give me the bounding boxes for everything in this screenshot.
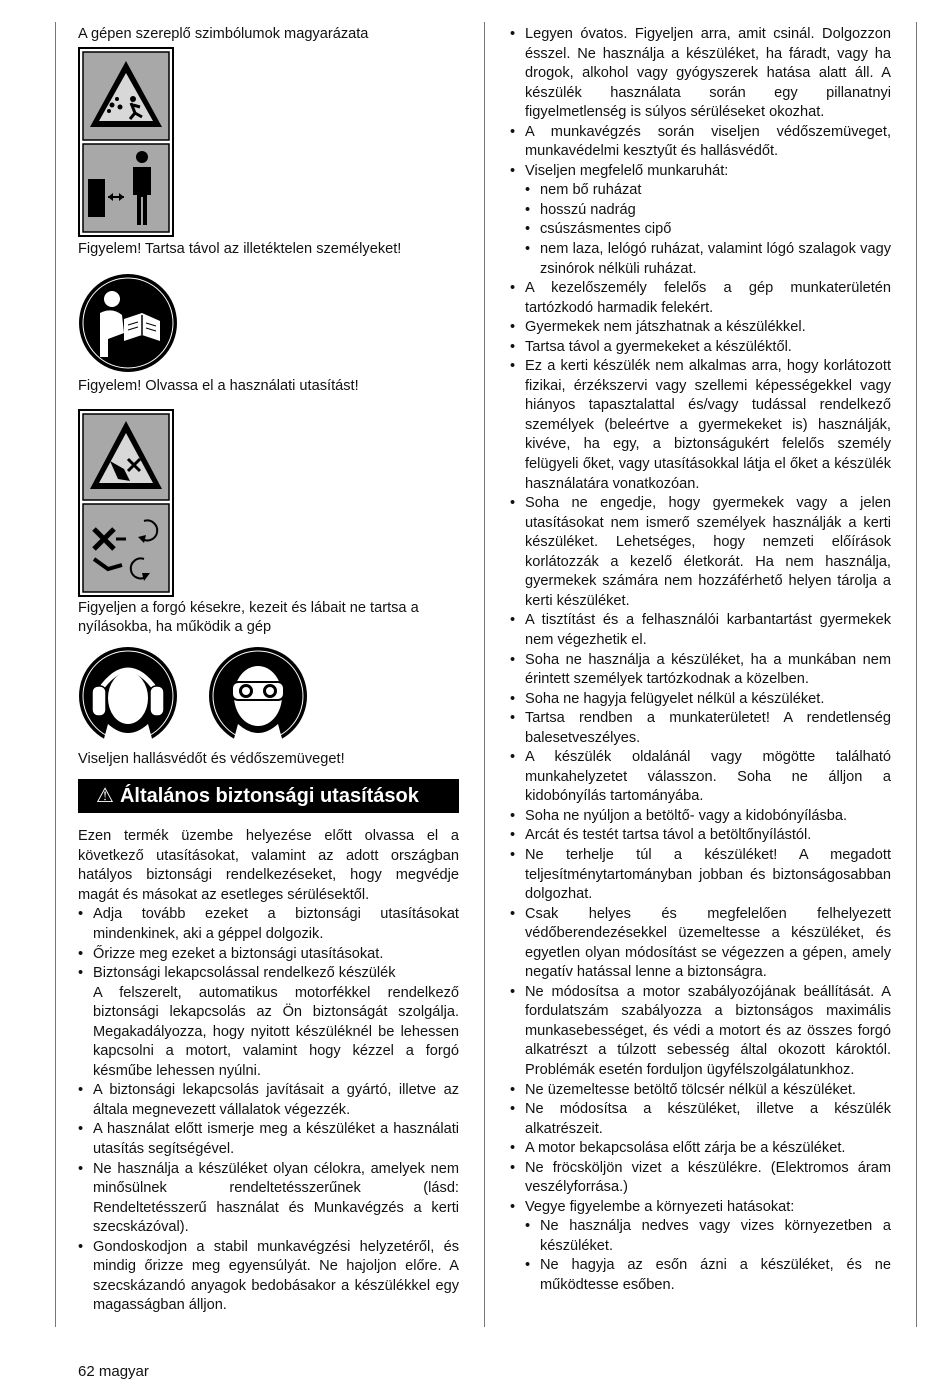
list-item	[510, 826, 891, 846]
list-item-text: A motor bekapcsolása előtt zárja be a készüléket.	[525, 1140, 846, 1157]
list-item-text: Ne használja a készüléket olyan célokra, amelyek nem minősülnek rendeltetésszerűnek (lásd: Rendeltetésszerű használat és Munkavégzés a kerti szecskázóval).	[93, 1160, 459, 1236]
list-item	[510, 357, 891, 494]
list-item	[510, 279, 891, 318]
list-item	[78, 964, 459, 1081]
list-item-text: Őrizze meg ezeket a biztonsági utasításokat.	[93, 945, 384, 962]
list-item-text: Ne fröcsköljön vizet a készülékre. (Elektromos áram veszélyforrása.)	[525, 1159, 891, 1196]
list-item	[510, 983, 891, 1081]
list-item	[510, 748, 891, 807]
list-item-text: A munkavégzés során viseljen védőszemüveget, munkavédelmi kesztyűt és hallásvédőt.	[525, 123, 891, 160]
intro-paragraph: Ezen termék üzembe helyezése előtt olvassa el a következő utasításokat, valamint az adott országban hatályos biztonsági rendelkezéseket, hogy megvédje magát és másokat az esetleges sérülésektől.	[78, 828, 459, 903]
list-item-text: Gondoskodjon a stabil munkavégzési helyzetéről, és mindig őrizze meg egyensúlyát. Ne hajoljon előre. A szecskázandó anyagok bedobásakor a készülékkel egy magasságban álljon.	[93, 1238, 459, 1314]
sub-list-item: • nem laza, lelógó ruházat, valamint lógó szalagok vagy zsinórok nélküli ruházat.	[510, 240, 891, 279]
list-item	[510, 690, 891, 710]
list-item	[510, 338, 891, 358]
footer-language: magyar	[98, 1363, 149, 1380]
symbol-caption-read-manual: Figyelem! Olvassa el a használati utasítást!	[78, 378, 359, 395]
list-item	[510, 807, 891, 827]
right-column	[510, 25, 891, 1296]
rotating-blades-sign	[78, 409, 174, 597]
list-item-text: Ne üzemeltesse betöltő tölcsér nélkül a készüléket.	[525, 1081, 856, 1098]
list-item	[510, 494, 891, 611]
list-item	[510, 25, 891, 123]
list-item	[78, 905, 459, 944]
list-item-text: Biztonsági lekapcsolással rendelkező készülék	[93, 965, 396, 982]
eye-protection-sign	[208, 646, 308, 746]
warning-triangle-icon: ⚠	[96, 785, 114, 808]
sub-list-item: • Ne hagyja az esőn ázni a készüléket, és ne működtesse esőben.	[510, 1256, 891, 1295]
page-footer	[78, 1363, 149, 1380]
list-item-text: Arcát és testét tartsa távol a betöltőnyílástól.	[525, 827, 812, 844]
page-number: 62	[78, 1363, 95, 1380]
list-item	[78, 1120, 459, 1159]
symbol-caption-ppe: Viseljen hallásvédőt és védőszemüveget!	[78, 750, 345, 767]
list-item-continuation: A felszerelt, automatikus motorfékkel rendelkező biztonsági lekapcsolás az Ön biztonságát szolgálja. Megakadályozza, hogy nyitott készüléknél be lehessen kapcsolni a motort, valamint hogy kézzel a forgó késműbe lehessen nyúlni.	[93, 984, 459, 1079]
list-item-text: Tartsa távol a gyermekeket a készüléktől.	[525, 338, 792, 355]
sub-list	[510, 1217, 891, 1295]
list-item	[510, 162, 891, 182]
sub-list-item: • Ne használja nedves vagy vizes környezetben a készüléket.	[510, 1217, 891, 1256]
list-item-text: Tartsa rendben a munkaterületet! A rendetlenség balesetveszélyes.	[525, 710, 891, 746]
list-item	[510, 709, 891, 748]
section-heading-text: Általános biztonsági utasítások	[119, 785, 419, 808]
list-item-text: Soha ne használja a készüléket, ha a munkában nem érintett személyek tartózkodnak a közelben.	[525, 651, 891, 688]
sub-list-item: • csúszásmentes cipő	[510, 220, 891, 240]
list-item-text: Ne módosítsa a készüléket, illetve a készülék alkatrészeit.	[525, 1101, 891, 1137]
symbol-caption-rotating-blades: Figyeljen a forgó késekre, kezeit és lábait ne tartsa a nyílásokba, ha működik a gép	[78, 599, 419, 636]
list-item	[510, 1159, 891, 1198]
list-item-text: Vegye figyelembe a környezeti hatásokat:	[525, 1198, 795, 1215]
list-item-text: Soha ne engedje, hogy gyermekek vagy a jelen utasításokat nem ismerő személyek használják a kerti készüléket. Lehetséges, hogy nemzeti előírások korlátozzák a kezelő életkorát. Ha nem használja, gyermekek számára nem hozzáférhető helyen tárolja a kerti készüléket.	[525, 495, 891, 609]
ppe-signs	[78, 646, 459, 746]
symbols-title: A gépen szereplő szimbólumok magyarázata	[78, 26, 369, 42]
column-rule-middle	[484, 22, 485, 1327]
list-item-text: A kezelőszemély felelős a gép munkaterületén tartózkodó harmadik felekért.	[525, 280, 891, 316]
column-rule-right	[916, 22, 917, 1327]
list-item-text: Ne terhelje túl a készüléket! A megadott teljesítménytartományban jobban és biztonságosabban dolgozhat.	[525, 846, 891, 903]
list-item	[78, 945, 459, 965]
read-manual-sign	[78, 273, 178, 373]
list-item-text: A tisztítást és a felhasználói karbantartást gyermekek nem végezhetik el.	[525, 612, 891, 648]
list-item-text: Csak helyes és megfelelően felhelyezett védőberendezésekkel üzemeltesse a készüléket, és egyetlen olyan módosítást se végezzen a gépen, amely negatív hatással lenne a biztonságra.	[525, 905, 891, 981]
symbol-caption-keep-away: Figyelem! Tartsa távol az illetéktelen személyeket!	[78, 240, 402, 257]
list-item-text: Viseljen megfelelő munkaruhát:	[525, 162, 729, 179]
ear-protection-sign	[78, 646, 178, 746]
list-item	[78, 1238, 459, 1316]
list-item	[78, 1160, 459, 1238]
list-item-text: Adja tovább ezeket a biztonsági utasításokat mindenkinek, aki a géppel dolgozik.	[93, 906, 459, 943]
right-bullet-list	[510, 25, 891, 1296]
list-item-text: Soha ne hagyja felügyelet nélkül a készüléket.	[525, 690, 825, 707]
list-item	[510, 318, 891, 338]
list-item	[78, 1081, 459, 1120]
list-item-text: Ez a kerti készülék nem alkalmas arra, hogy korlátozott fizikai, érzékszervi vagy szellemi képességekkel vagy hiányos tapasztalattal és/vagy tudással rendelkező személyek (beleértve a gyermekeket is) használják, kivéve, ha egy, a biztonságukért felelős személy felügyeli őket, vagy utasításokkal látja el őket a készülék használatára vonatkozóan.	[525, 358, 891, 492]
list-item	[510, 905, 891, 983]
left-bullet-list	[78, 905, 459, 1315]
list-item-text: Legyen óvatos. Figyeljen arra, amit csinál. Dolgozzon ésszel. Ne használja a készüléket, ha fáradt, vagy ha drogok, alkohol vagy gyógyszerek hatása alatt áll. A készülék használata során egy pillanatnyi figyelmetlenség is súlyos sérüléseket okozhat.	[525, 26, 891, 121]
sub-list-item: • hosszú nadrág	[510, 201, 891, 221]
list-item-text: Soha ne nyúljon a betöltő- vagy a kidobónyílásba.	[525, 807, 848, 824]
list-item-text: A használat előtt ismerje meg a készüléket a használati utasítás segítségével.	[93, 1121, 459, 1158]
sub-list	[510, 181, 891, 279]
sub-list-item: • nem bő ruházat	[510, 181, 891, 201]
list-item	[510, 123, 891, 162]
section-heading	[78, 779, 459, 813]
list-item	[510, 846, 891, 905]
left-column	[78, 25, 459, 1316]
list-item	[510, 1198, 891, 1218]
list-item	[510, 611, 891, 650]
list-item-text: A biztonsági lekapcsolás javításait a gyártó, illetve az általa megnevezett vállalatok végezzék.	[93, 1082, 459, 1118]
list-item	[510, 1081, 891, 1101]
keep-bystanders-away-sign	[78, 47, 174, 237]
list-item	[510, 651, 891, 690]
list-item	[510, 1139, 891, 1159]
list-item-text: Ne módosítsa a motor szabályozójának beállítását. A fordulatszám szabályozza a biztonságos maximális munkasebességet, és védi a motort és az összes forgó alkatrészt a túlzott sebesség által okozott károktól. Problémák esetén forduljon ügyfélszolgálatunkhoz.	[525, 983, 891, 1078]
column-rule-left	[55, 22, 56, 1327]
list-item-text: A készülék oldalánál vagy mögötte található munkahelyzetet válasszon. Soha ne álljon a kidobónyílás tartományába.	[525, 749, 891, 805]
list-item	[510, 1100, 891, 1139]
list-item-text: Gyermekek nem játszhatnak a készülékkel.	[525, 319, 806, 336]
